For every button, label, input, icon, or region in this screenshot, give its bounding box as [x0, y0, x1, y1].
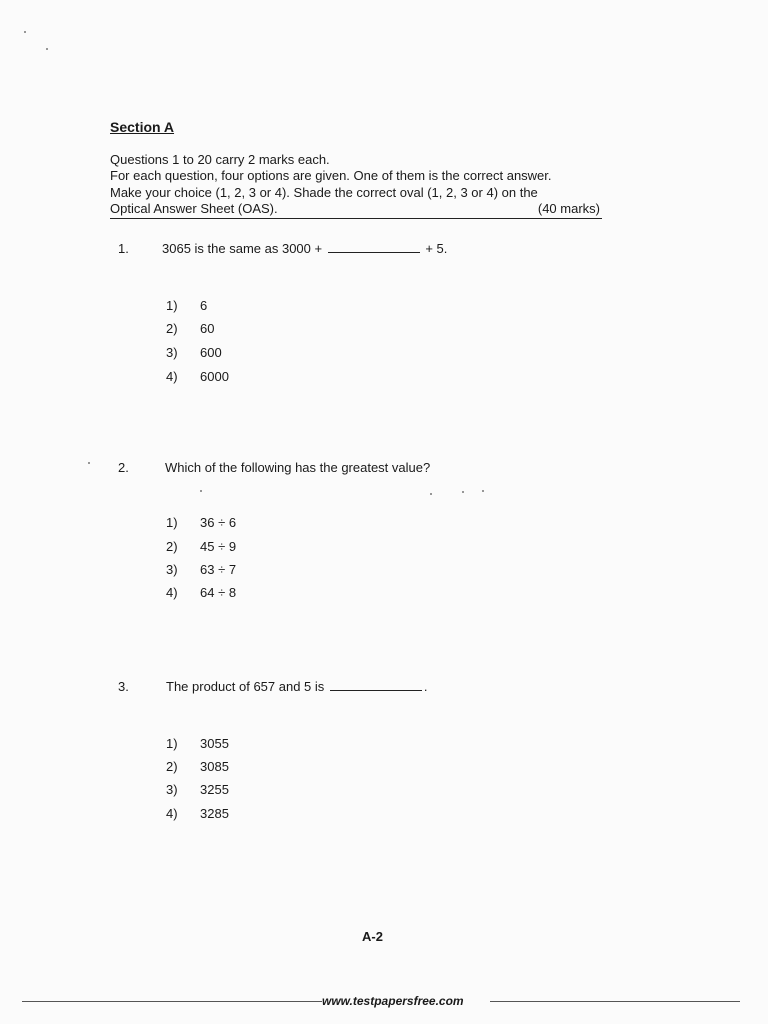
question-3-option-4 — [166, 806, 229, 821]
option-number: 2) — [166, 321, 178, 336]
question-3-option-3 — [166, 782, 229, 797]
section-title: Section A — [110, 119, 175, 135]
option-number: 3) — [166, 345, 178, 360]
scan-speck — [482, 490, 484, 492]
question-2-option-3 — [166, 562, 236, 577]
option-value: 6000 — [200, 369, 229, 384]
question-2-option-2 — [166, 539, 236, 554]
scan-speck — [462, 491, 464, 493]
footer-rule-left — [22, 1001, 322, 1002]
question-1-option-3 — [166, 345, 222, 360]
scan-speck — [200, 490, 202, 492]
question-1-text — [162, 241, 447, 256]
instruction-line-1: Questions 1 to 20 carry 2 marks each. — [110, 152, 330, 167]
question-1-text-before: 3065 is the same as 3000 + — [162, 241, 323, 256]
page-number: A-2 — [362, 929, 383, 944]
option-value: 3285 — [200, 806, 229, 821]
question-1-option-1 — [166, 298, 207, 313]
question-1-text-after: + 5. — [425, 241, 448, 256]
option-number: 1) — [166, 736, 178, 751]
option-number: 3) — [166, 562, 178, 577]
question-3-number: 3. — [118, 679, 129, 694]
instruction-line-2: For each question, four options are given. One of them is the correct answer. — [110, 168, 552, 183]
scan-speck — [430, 493, 432, 495]
answer-blank — [330, 679, 422, 691]
question-3-text — [166, 679, 428, 694]
section-marks: (40 marks) — [537, 201, 600, 216]
option-value: 60 — [200, 321, 215, 336]
answer-blank — [328, 241, 420, 253]
question-3-text-after: . — [423, 679, 428, 694]
option-number: 4) — [166, 806, 178, 821]
question-3-text-before: The product of 657 and 5 is — [166, 679, 325, 694]
option-value: 64 ÷ 8 — [200, 585, 237, 600]
option-value: 600 — [200, 345, 222, 360]
question-1-option-4 — [166, 369, 229, 384]
section-divider — [110, 218, 602, 219]
scan-speck — [88, 462, 90, 464]
option-value: 3255 — [200, 782, 229, 797]
option-number: 3) — [166, 782, 178, 797]
question-2-number: 2. — [118, 460, 129, 475]
footer-url: www.testpapersfree.com — [322, 994, 464, 1008]
question-1-option-2 — [166, 321, 214, 336]
scan-speck — [24, 31, 26, 33]
instruction-line-3: Make your choice (1, 2, 3 or 4). Shade the correct oval (1, 2, 3 or 4) on the — [110, 185, 538, 200]
scan-speck — [46, 48, 48, 50]
option-number: 1) — [166, 298, 178, 313]
question-3-option-2 — [166, 759, 229, 774]
instruction-line-4 — [110, 201, 600, 216]
option-value: 45 ÷ 9 — [200, 539, 237, 554]
oas-text: Optical Answer Sheet (OAS). — [110, 201, 278, 216]
option-value: 63 ÷ 7 — [200, 562, 237, 577]
option-value: 6 — [200, 298, 208, 313]
option-value: 3055 — [200, 736, 229, 751]
question-2-option-4 — [166, 585, 236, 600]
question-1-number: 1. — [118, 241, 129, 256]
option-value: 3085 — [200, 759, 229, 774]
option-number: 1) — [166, 515, 178, 530]
option-value: 36 ÷ 6 — [200, 515, 237, 530]
option-number: 4) — [166, 369, 178, 384]
question-2-option-1 — [166, 515, 236, 530]
option-number: 4) — [166, 585, 178, 600]
option-number: 2) — [166, 539, 178, 554]
option-number: 2) — [166, 759, 178, 774]
question-3-option-1 — [166, 736, 229, 751]
footer-rule-right — [490, 1001, 740, 1002]
question-2-text: Which of the following has the greatest value? — [165, 460, 431, 475]
